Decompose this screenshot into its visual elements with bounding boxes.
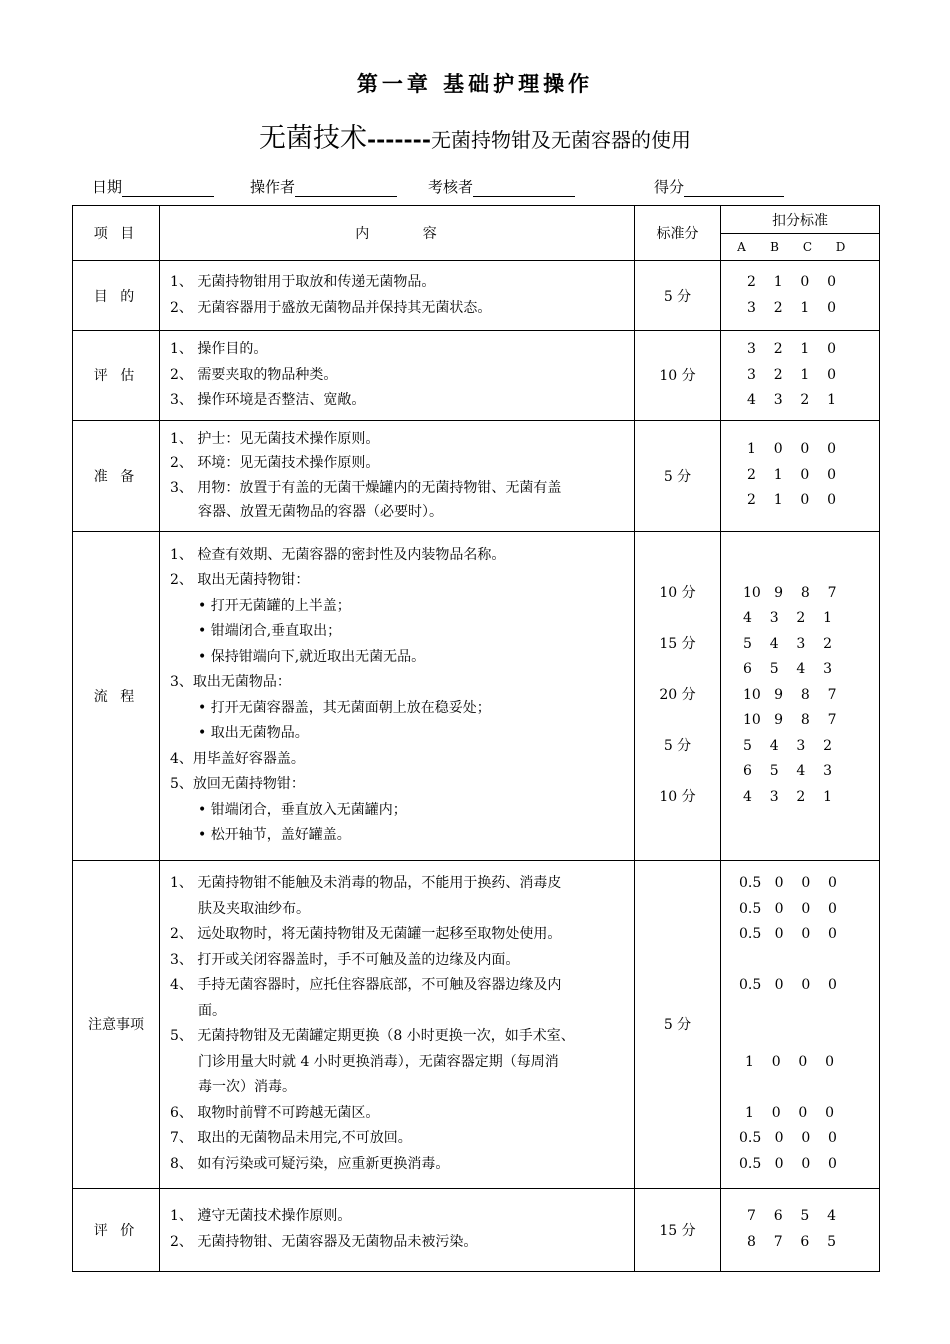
score-line: 10 9 8 7 (743, 712, 837, 729)
score-line: 0.5 0 0 0 (739, 926, 837, 942)
content-line: 毒一次）消毒。 (198, 1079, 296, 1095)
content-line: • 保持钳端向下,就近取出无菌无品。 (198, 648, 426, 665)
date-blank[interactable] (122, 179, 214, 197)
content-line: • 打开无菌罐的上半盖； (198, 597, 351, 614)
grade-c: C (802, 240, 813, 254)
score-line: 10 9 8 7 (743, 584, 837, 601)
content-line: • 钳端闭合,垂直取出； (198, 623, 342, 639)
score-line (739, 999, 879, 1025)
process-scores (721, 531, 880, 860)
assess-scores (721, 331, 880, 421)
score-line: 4 3 2 1 (743, 610, 833, 627)
score-line: 0.5 0 0 0 (739, 1130, 837, 1146)
title-sub: 无菌持物钳及无菌容器的使用 (430, 128, 691, 152)
content-line: 4、用毕盖好容器盖。 (170, 750, 305, 767)
score-line: 5 4 3 2 (743, 737, 833, 754)
content-line: 2、 环境：见无菌技术操作原则。 (170, 455, 380, 471)
purpose-content (160, 261, 635, 331)
content-line: 3、 用物：放置于有盖的无菌干燥罐内的无菌持物钳、无菌有盖 (170, 479, 562, 496)
content-line: • 打开无菌容器盖，其无菌面朝上放在稳妥处； (198, 699, 491, 716)
content-line: 2、 无菌容器用于盛放无菌物品并保持其无菌状态。 (170, 299, 492, 316)
content-line: 1、 操作目的。 (170, 341, 268, 357)
process-content (160, 531, 635, 860)
evaluate-scores (721, 1188, 880, 1271)
content-line: 容器、放置无菌物品的容器（必要时）。 (198, 504, 443, 520)
date-label: 日期 (92, 178, 123, 196)
prepare-content (160, 420, 635, 531)
standard-line: 5 分 (663, 738, 692, 754)
evaluate-standard: 15 分 (635, 1188, 721, 1271)
content-line: 4、 手持无菌容器时，应托住容器底部，不可触及容器边缘及内 (170, 977, 562, 993)
row-prepare (73, 420, 880, 531)
row-purpose (73, 261, 880, 331)
score-line: 0.5 0 0 0 (739, 977, 837, 993)
score-line: 8 7 6 5 (747, 1233, 837, 1250)
score-line: 0.5 0 0 0 (739, 1155, 837, 1172)
notes-name: 注意事项 (73, 860, 160, 1188)
content-line: 3、 操作环境是否整洁、宽敞。 (170, 392, 366, 408)
score-line: 2 1 0 0 (747, 466, 837, 483)
operator-blank[interactable] (295, 179, 397, 197)
content-line: 肤及夹取油纱布。 (198, 900, 310, 917)
grade-d: D (835, 240, 846, 254)
content-line: 2、 无菌持物钳、无菌容器及无菌物品未被污染。 (170, 1233, 478, 1250)
score-line (739, 1075, 879, 1101)
score-line: 3 2 1 0 (747, 341, 837, 357)
header-grade-cols (721, 234, 880, 261)
content-line: 5、放回无菌持物钳： (170, 776, 305, 792)
score-line: 1 0 0 0 (745, 1104, 835, 1121)
score-line: 4 3 2 1 (743, 788, 833, 805)
score-line: 0.5 0 0 0 (739, 900, 837, 917)
content-line: 5、 无菌持物钳及无菌罐定期更换（8 小时更换一次，如手术室、 (170, 1028, 575, 1044)
content-line: • 松开轴节，盖好罐盖。 (198, 827, 351, 843)
examiner-field (428, 176, 575, 197)
title-main: 无菌技术 (259, 123, 368, 154)
content-line: 2、 需要夹取的物品种类。 (170, 366, 338, 383)
content-line: 2、 取出无菌持物钳： (170, 572, 310, 588)
content-line: 面。 (198, 1002, 226, 1019)
grade-b: B (770, 240, 779, 254)
content-line: 1、 遵守无菌技术操作原则。 (170, 1208, 352, 1224)
document-title (0, 116, 950, 155)
prepare-standard: 5 分 (635, 420, 721, 531)
header-content: 内 容 (160, 206, 635, 261)
notes-content (160, 860, 635, 1188)
examiner-blank[interactable] (473, 179, 575, 197)
score-line: 10 9 8 7 (743, 686, 837, 703)
score-line (739, 1024, 879, 1050)
score-line: 5 4 3 2 (743, 635, 833, 652)
process-standard (635, 531, 721, 860)
assess-name: 评 估 (73, 331, 160, 421)
content-line: 3、 打开或关闭容器盖时，手不可触及盖的边缘及内面。 (170, 951, 520, 968)
score-line: 6 5 4 3 (743, 763, 833, 780)
row-notes (73, 860, 880, 1188)
score-line: 1 0 0 0 (747, 441, 837, 458)
standard-line: 10 分 (659, 585, 696, 601)
score-field (654, 176, 784, 197)
score-line: 4 3 2 1 (747, 392, 837, 408)
content-line: 8、 如有污染或可疑污染，应重新更换消毒。 (170, 1155, 450, 1172)
score-line: 0.5 0 0 0 (739, 875, 837, 891)
standard-line: 10 分 (659, 789, 696, 805)
evaluate-content (160, 1188, 635, 1271)
content-line: 1、 检查有效期、无菌容器的密封性及内装物品名称。 (170, 546, 506, 563)
purpose-standard: 5 分 (635, 261, 721, 331)
row-evaluate (73, 1188, 880, 1271)
score-line: 1 0 0 0 (745, 1053, 835, 1070)
score-line: 2 1 0 0 (747, 274, 837, 290)
row-assess (73, 331, 880, 421)
score-line: 2 1 0 0 (747, 492, 837, 509)
content-line: 6、 取物时前臂不可跨越无菌区。 (170, 1104, 380, 1121)
notes-scores (721, 860, 880, 1188)
assess-standard: 10 分 (635, 331, 721, 421)
standard-line: 15 分 (659, 636, 696, 652)
standard-line: 20 分 (659, 687, 696, 703)
assess-content (160, 331, 635, 421)
prepare-name: 准 备 (73, 420, 160, 531)
title-dash: ------- (367, 127, 431, 153)
header-deduction: 扣分标准 (721, 206, 880, 234)
content-line: 1、 无菌持物钳用于取放和传递无菌物品。 (170, 274, 436, 290)
content-line: 7、 取出的无菌物品未用完,不可放回。 (170, 1130, 412, 1146)
operator-field (250, 176, 397, 197)
content-line: • 钳端闭合，垂直放入无菌罐内； (198, 801, 407, 818)
score-line: 3 2 1 0 (747, 366, 837, 383)
score-line: 7 6 5 4 (747, 1208, 837, 1224)
notes-standard: 5 分 (635, 860, 721, 1188)
evaluate-name: 评 价 (73, 1188, 160, 1271)
header-row (73, 206, 880, 234)
content-line: 门诊用量大时就 4 小时更换消毒），无菌容器定期（每周消 (198, 1053, 559, 1070)
header-project: 项 目 (73, 206, 160, 261)
purpose-name: 目 的 (73, 261, 160, 331)
purpose-scores (721, 261, 880, 331)
score-line: 6 5 4 3 (743, 661, 833, 678)
process-name: 流 程 (73, 531, 160, 860)
content-line: 2、 远处取物时，将无菌持物钳及无菌罐一起移至取物处使用。 (170, 926, 562, 942)
chapter-title: 第一章 基础护理操作 (356, 71, 594, 96)
row-process (73, 531, 880, 860)
examiner-label: 考核者 (428, 178, 474, 196)
header-standard: 标准分 (635, 206, 721, 261)
operator-label: 操作者 (250, 178, 296, 196)
content-line: 1、 护士：见无菌技术操作原则。 (170, 430, 380, 447)
score-line: 3 2 1 0 (747, 299, 837, 316)
score-label: 得分 (654, 178, 685, 196)
content-line: 1、 无菌持物钳不能触及未消毒的物品，不能用于换药、消毒皮 (170, 875, 562, 891)
score-blank[interactable] (684, 179, 784, 197)
prepare-scores (721, 420, 880, 531)
grade-a: A (737, 240, 746, 254)
score-line (739, 948, 879, 974)
content-line: • 取出无菌物品。 (198, 725, 309, 741)
scoring-table (72, 205, 880, 1272)
content-line: 3、取出无菌物品： (170, 674, 291, 690)
date-field (92, 176, 214, 197)
